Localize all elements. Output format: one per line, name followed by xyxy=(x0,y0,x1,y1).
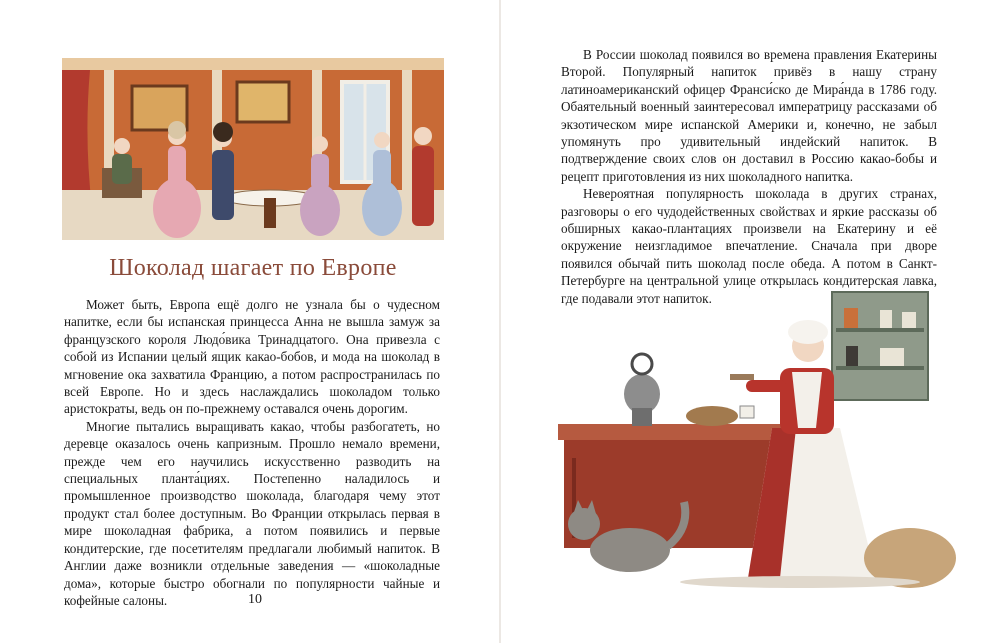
right-body-text xyxy=(561,46,937,307)
illustration-chocolate-salon xyxy=(62,58,444,240)
left-body-text xyxy=(64,296,440,609)
section-heading: Шоколад шагает по Европе xyxy=(109,255,397,281)
kitchen-illustration-art xyxy=(540,288,968,590)
right-paragraph-1: В России шоколад появился во времена правления Екатерины Второй. Популярный напиток привёз в нашу страну латиноамериканский офицер Франси́ско де Мира́нда в 1786 году. Обаятельный военный заинтересовал императрицу рассказами об экзотическом мире испанской Америки и, конечно, не забыл упомянуть про удивительный индейский напиток. В подтверждение своих слов он доставил в Россию какао-бобы и рецепт приготовления из них шоколадного напитка. xyxy=(561,47,937,184)
left-paragraph-1: Может быть, Европа ещё долго не узнала бы о чудесном напитке, если бы испанская принцесса Анна не вышла замуж за французского короля Людо́вика Тринадцатого. Она привезла с собой из Испании целый ящик какао-бобов, и мода на шоколад в мгновение ока захватила Францию, а потом распространилась по всей Европе. Но и здесь наслаждались шоколадом только аристократы, ведь он по-прежнему оставался очень дорогим. xyxy=(64,297,440,417)
left-paragraph-2: Многие пытались выращивать какао, чтобы разбогатеть, но деревце оказалось очень капризным. Прошло немало времени, прежде чем его научились искусственно разводить на специальных планта́циях. Постепенно наладилось и промышленное производство шоколада, благодаря чему этот продукт стал более доступным. Во Франции открылась первая в мире шоколадная фабрика, а потом появились и первые кондитерские, где посетителям предлагали любимый напиток. В Англии даже возникли отдельные заведения — «шоколадные дома», которые быстро обогнали по популярности чайные и кофейные салоны. xyxy=(64,418,440,608)
salon-illustration-art xyxy=(62,58,444,240)
right-page xyxy=(500,0,1000,643)
right-paragraph-2: Невероятная популярность шоколада в других странах, разговоры о его чудодейственных свойствах и яркие рассказы об обширных какао-плантациях произвели на Екатерину и её окружение неизгладимое впечатление. Сначала при дворе появился обычай пить шоколад после обеда. А потом в Санкт-Петербурге на центральной улице открылась кондитерская лавка, где подавали этот напиток. xyxy=(561,186,937,306)
illustration-maid-serving-chocolate xyxy=(540,288,968,590)
page-number: 10 xyxy=(248,592,262,607)
